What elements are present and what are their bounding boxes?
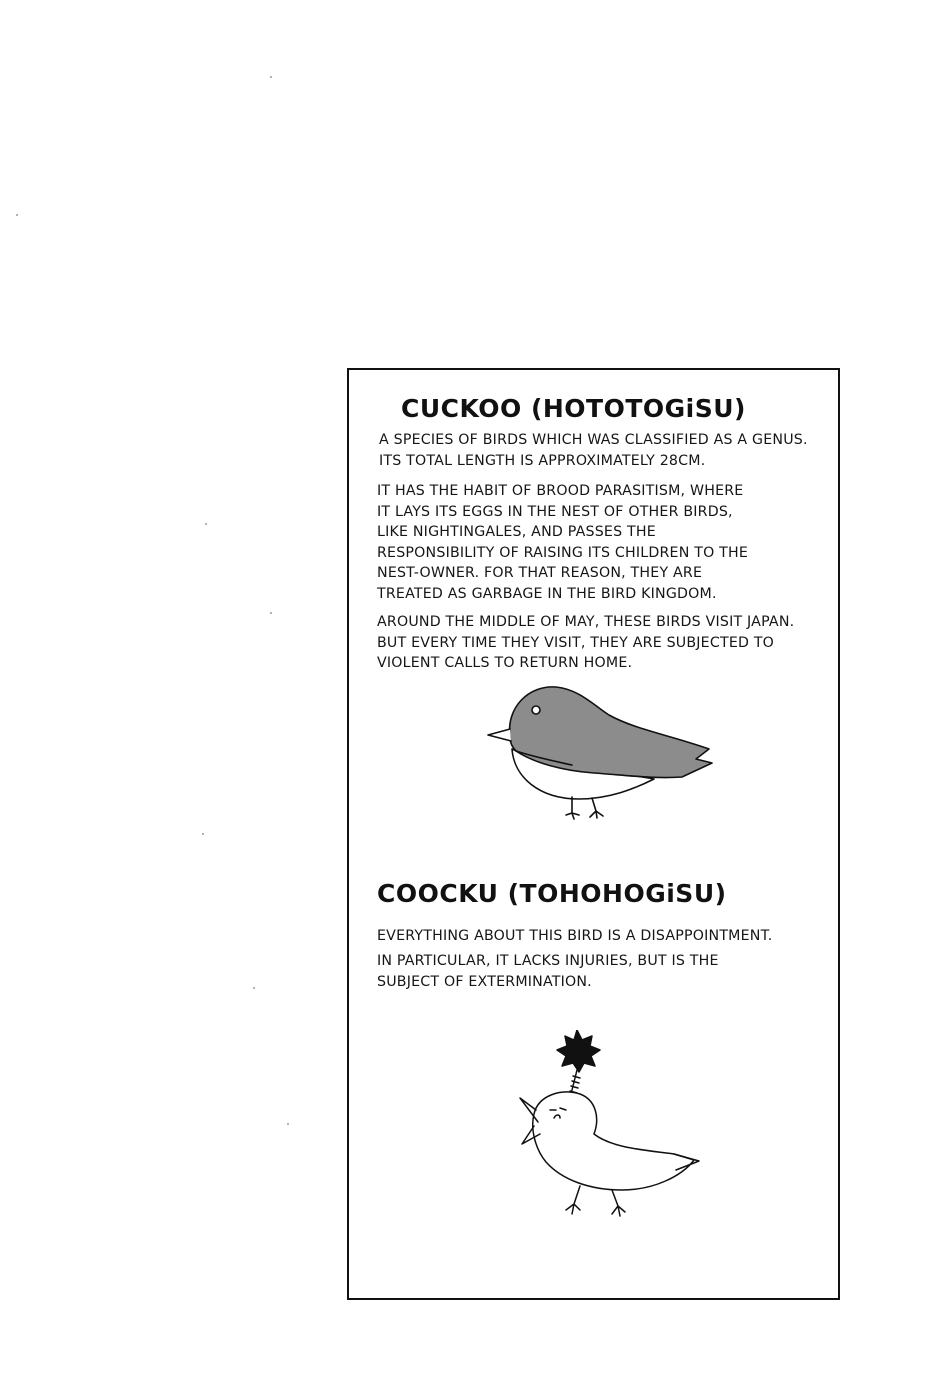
text-line: LIKE NIGHTINGALES, AND PASSES THE bbox=[377, 524, 656, 540]
text-line: AROUND THE MIDDLE OF MAY, THESE BIRDS VISIT JAPAN. bbox=[377, 614, 795, 630]
text-line: BUT EVERY TIME THEY VISIT, THEY ARE SUBJECTED TO bbox=[377, 634, 775, 651]
cuckoo-bird-illustration bbox=[484, 677, 724, 827]
text-line: IN PARTICULAR, IT LACKS INJURIES, BUT IS THE bbox=[377, 953, 719, 969]
text-line: RESPONSIBILITY OF RAISING ITS CHILDREN TO THE bbox=[377, 544, 749, 561]
text-line: VIOLENT CALLS TO RETURN HOME. bbox=[377, 655, 633, 671]
paper-speck bbox=[270, 76, 272, 78]
coocku-paragraph-extermination bbox=[377, 951, 719, 992]
text-line: A SPECIES OF BIRDS WHICH WAS CLASSIFIED AS A GENUS. bbox=[379, 432, 808, 448]
text-line: EVERYTHING ABOUT THIS BIRD IS A DISAPPOINTMENT. bbox=[377, 928, 773, 944]
paper-speck bbox=[202, 833, 204, 835]
text-line: IT HAS THE HABIT OF BROOD PARASITISM, WHERE bbox=[377, 483, 744, 499]
cuckoo-paragraph-parasitism bbox=[377, 481, 748, 604]
paper-speck bbox=[16, 214, 18, 216]
paper-speck bbox=[287, 1123, 289, 1125]
paper-speck bbox=[270, 612, 272, 614]
coocku-bird-illustration bbox=[494, 1030, 714, 1240]
info-panel bbox=[347, 368, 840, 1300]
paper-speck bbox=[253, 987, 255, 989]
paper-speck bbox=[205, 523, 207, 525]
cuckoo-paragraph-visit bbox=[377, 612, 794, 674]
cuckoo-heading: CUCKOO (HOTOTOGiSU) bbox=[401, 394, 746, 423]
text-line: SUBJECT OF EXTERMINATION. bbox=[377, 973, 592, 990]
text-line: IT LAYS ITS EGGS IN THE NEST OF OTHER BIRDS, bbox=[377, 503, 733, 520]
cuckoo-paragraph-classification bbox=[379, 430, 808, 471]
coocku-heading: COOCKU (TOHOHOGiSU) bbox=[377, 879, 727, 908]
coocku-paragraph-disappointment bbox=[377, 926, 773, 947]
text-line: TREATED AS GARBAGE IN THE BIRD KINGDOM. bbox=[377, 585, 717, 602]
text-line: ITS TOTAL LENGTH IS APPROXIMATELY 28CM. bbox=[379, 452, 706, 469]
text-line: NEST-OWNER. FOR THAT REASON, THEY ARE bbox=[377, 565, 703, 581]
